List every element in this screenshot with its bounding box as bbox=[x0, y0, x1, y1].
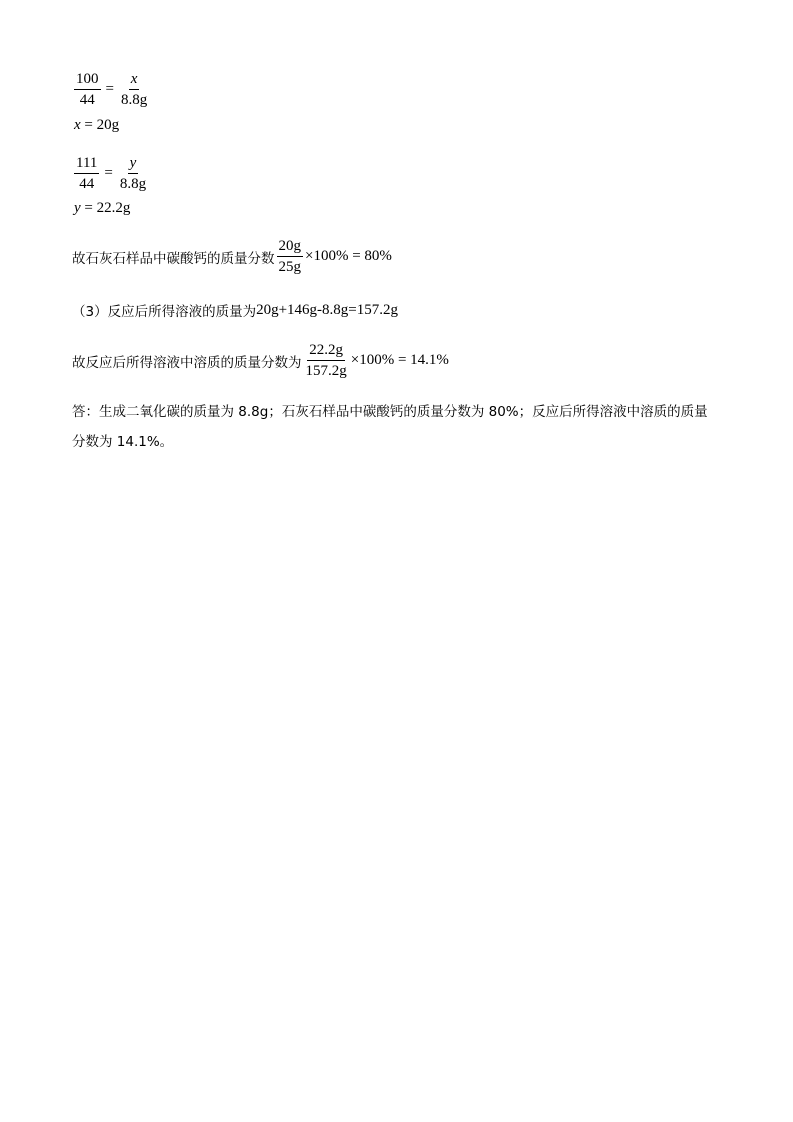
solute-mass-fraction bbox=[72, 341, 449, 380]
fraction-22.2g-157.2g bbox=[304, 341, 349, 380]
equation-calcium-chloride-ratio bbox=[72, 154, 150, 193]
fraction-denominator: 44 bbox=[79, 92, 95, 108]
fraction-111-44 bbox=[74, 154, 99, 193]
equation-calcium-carbonate-ratio bbox=[72, 70, 151, 109]
part3-expression: 20g+146g-8.8g=157.2g bbox=[256, 301, 399, 318]
variable-y: y bbox=[74, 200, 81, 216]
caco3-percent-result: ×100% = 80% bbox=[305, 248, 392, 264]
calcium-carbonate-mass-fraction bbox=[72, 237, 392, 276]
answer-text-1: 答：生成二氧化碳的质量为 8.8g；石灰石样品中碳酸钙的质量分数为 80%；反应后所得溶液中溶质的质量 bbox=[72, 404, 708, 420]
fraction-numerator: 22.2g bbox=[307, 341, 345, 361]
fraction-denominator: 8.8g bbox=[119, 176, 147, 192]
solute-percent-result: ×100% = 14.1% bbox=[350, 352, 449, 368]
equals-sign: = bbox=[105, 81, 114, 97]
fraction-100-44 bbox=[74, 70, 101, 109]
caco3-fraction-text: 故石灰石样品中碳酸钙的质量分数 bbox=[72, 250, 275, 267]
fraction-y-8.8g bbox=[118, 154, 148, 193]
fraction-denominator: 44 bbox=[79, 176, 95, 192]
answer-line-2 bbox=[72, 430, 173, 450]
fraction-numerator: y bbox=[128, 154, 139, 174]
part3-solution-mass bbox=[72, 300, 398, 320]
fraction-numerator: 20g bbox=[277, 237, 304, 257]
fraction-numerator: 111 bbox=[74, 154, 99, 174]
fraction-20g-25g bbox=[277, 237, 304, 276]
variable-x: x bbox=[74, 117, 81, 133]
solute-fraction-text: 故反应后所得溶液中溶质的质量分数为 bbox=[72, 354, 302, 371]
fraction-denominator: 8.8g bbox=[120, 92, 148, 108]
fraction-denominator: 25g bbox=[278, 259, 301, 275]
result-y bbox=[74, 200, 130, 217]
answer-line-1 bbox=[72, 400, 708, 420]
equals-sign: = bbox=[104, 165, 113, 181]
fraction-numerator: x bbox=[129, 70, 140, 90]
answer-text-2: 分数为 14.1%。 bbox=[72, 434, 174, 450]
result-x bbox=[74, 117, 119, 134]
part3-label: （3）反应后所得溶液的质量为 bbox=[72, 304, 257, 320]
result-x-value: = 20g bbox=[80, 117, 120, 133]
fraction-denominator: 157.2g bbox=[305, 363, 347, 379]
fraction-x-8.8g bbox=[119, 70, 149, 109]
result-y-value: = 22.2g bbox=[80, 200, 131, 216]
fraction-numerator: 100 bbox=[74, 70, 101, 90]
